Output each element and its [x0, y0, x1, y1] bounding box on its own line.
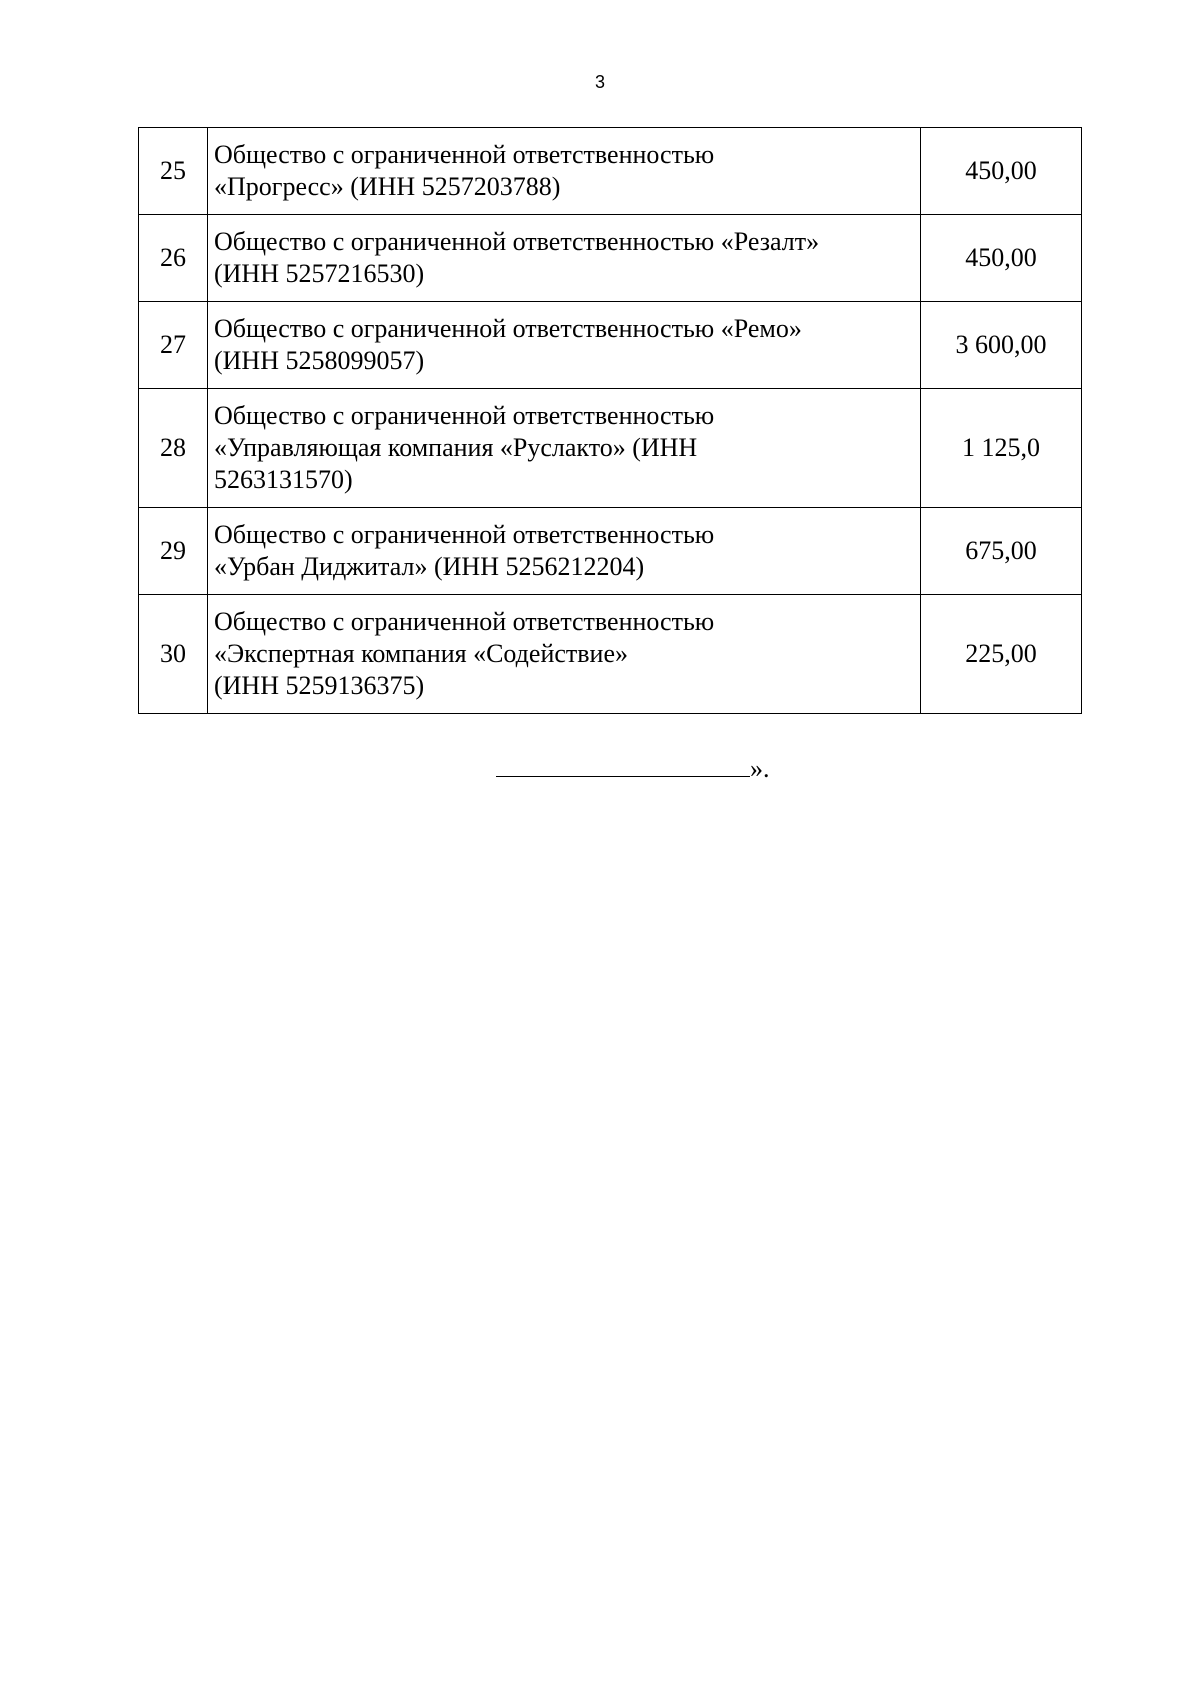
row-number: 29 — [139, 508, 208, 595]
amount: 3 600,00 — [921, 302, 1082, 389]
registry-table — [138, 127, 1082, 714]
organization-name: Общество с ограниченной ответственностью «Экспертная компания «Содействие» (ИНН 5259136375) — [208, 595, 921, 714]
closing-underline — [496, 750, 750, 777]
row-number: 26 — [139, 215, 208, 302]
organization-name: Общество с ограниченной ответственностью «Ремо» (ИНН 5258099057) — [208, 302, 921, 389]
row-number: 28 — [139, 389, 208, 508]
organization-name: Общество с ограниченной ответственностью «Управляющая компания «Руслакто» (ИНН 5263131570) — [208, 389, 921, 508]
table-row — [139, 389, 1082, 508]
organization-name: Общество с ограниченной ответственностью «Прогресс» (ИНН 5257203788) — [208, 128, 921, 215]
amount: 450,00 — [921, 128, 1082, 215]
table-row — [139, 595, 1082, 714]
table-row — [139, 302, 1082, 389]
row-number: 27 — [139, 302, 208, 389]
table-row — [139, 508, 1082, 595]
row-number: 25 — [139, 128, 208, 215]
page-number: 3 — [594, 72, 605, 92]
closing-quote: ». — [750, 754, 770, 783]
amount: 675,00 — [921, 508, 1082, 595]
amount: 1 125,0 — [921, 389, 1082, 508]
closing-mark — [496, 750, 770, 785]
amount: 225,00 — [921, 595, 1082, 714]
row-number: 30 — [139, 595, 208, 714]
amount: 450,00 — [921, 215, 1082, 302]
organization-name: Общество с ограниченной ответственностью «Резалт» (ИНН 5257216530) — [208, 215, 921, 302]
table-row — [139, 215, 1082, 302]
organization-name: Общество с ограниченной ответственностью «Урбан Диджитал» (ИНН 5256212204) — [208, 508, 921, 595]
table-row — [139, 128, 1082, 215]
